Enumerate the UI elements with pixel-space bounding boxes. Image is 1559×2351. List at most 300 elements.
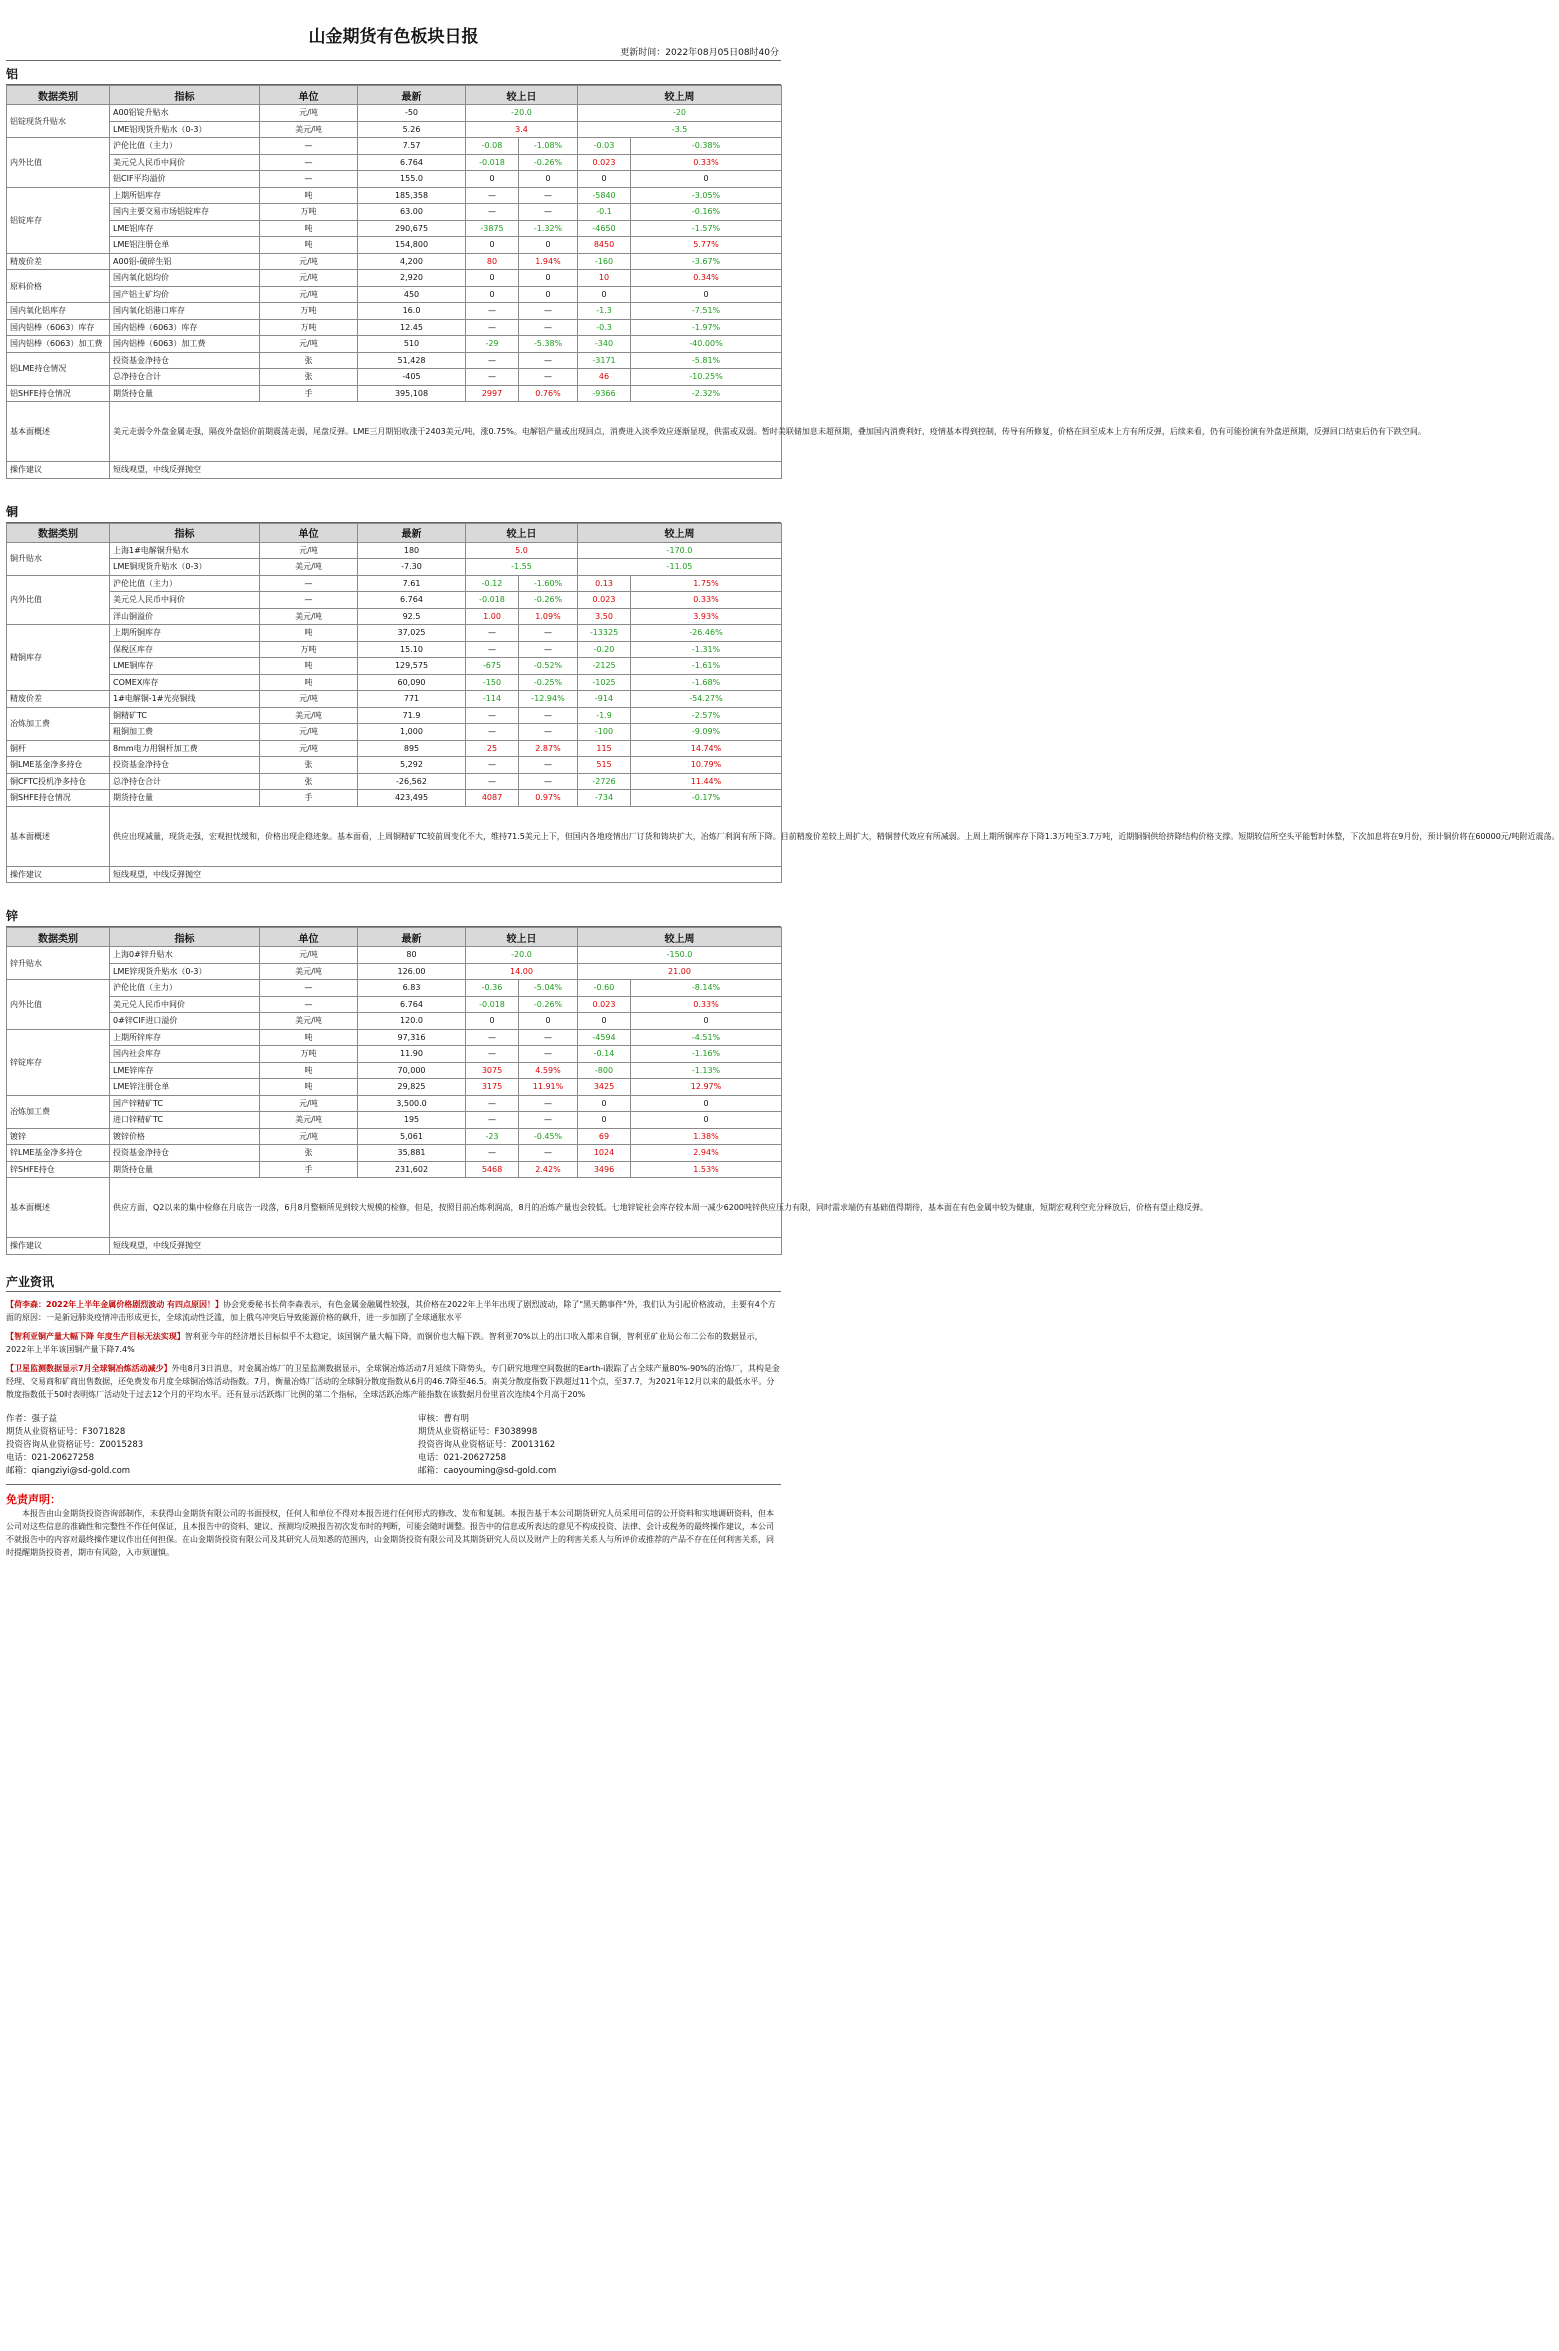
weekly-change-cell: -1025 [578,674,631,691]
weekly-change-cell: 0.023 [578,154,631,171]
indicator-cell: 国内铝棒（6063）加工费 [110,336,260,353]
latest-cell: 129,575 [358,658,466,675]
weekly-pct-cell: -26.46% [631,625,782,642]
weekly-pct-cell: -1.57% [631,220,782,237]
unit-cell: 元/吨 [260,270,358,287]
table-row [7,674,782,691]
weekly-change-cell: 46 [578,369,631,386]
table-row [7,592,782,609]
table-row [7,1013,782,1030]
latest-cell: 92.5 [358,608,466,625]
latest-cell: 6.83 [358,980,466,997]
daily-pct-cell: — [519,1029,578,1046]
indicator-cell: 国内主要交易市场铝锭库存 [110,204,260,221]
unit-cell: — [260,592,358,609]
news-item [6,1362,781,1401]
disclaimer-text: 本报告由山金期货投资咨询部制作，未获得山金期货有限公司的书面授权，任何人和单位不得对本报告进行任何形式的修改、发布和复制。本报告基于本公司期货研究人员采用可信的公开资料和实地调研资料，但本公司对这些信息的准确性和完整性不作任何保证，且本报告中的资料、建议、预测均反映报告初次发布时的判断，可能会随时调整。报告中的信息或所表达的意见不构成投资、法律、会计或税务的最终操作建议，本公司不就报告中的内容对最终操作建议作出任何担保。在山金期货投资有限公司及其研究人员知悉的范围内，山金期货投资有限公司及其期货研究人员以及财产上的利害关系人与所评价或推荐的产品不存在任何利害关系，同时提醒期货投资者，期市有风险，入市须谨慎。 [6,1508,774,1557]
table-row [7,105,782,122]
latest-cell: 3,500.0 [358,1095,466,1112]
table-row [7,707,782,724]
latest-cell: 155.0 [358,171,466,188]
basic-text: 美元走弱令外盘金属走强，隔夜外盘铝价前期震荡走弱，尾盘反弹。LME三月期铝收涨于2403美元/吨，涨0.75%。电解铝产量或出现回点，消费进入淡季效应逐渐显现，供需或双弱。暂时美联储加息未超预期，叠加国内消费利好，疫情基本得到控制，传导有所修复，价格在回至成本上方有所反弹，后续来看，仍有可能扮演有外盘逆预期，反弹回口结束后仍有下跌空间。 [110,402,782,462]
advice-label: 操作建议 [7,1238,110,1255]
latest-cell: 195 [358,1112,466,1129]
weekly-change-cell: 10 [578,270,631,287]
column-header: 最新 [358,928,466,947]
indicator-cell: 国内社会库存 [110,1046,260,1063]
indicator-cell: LME锌现货升贴水（0-3） [110,963,260,980]
daily-pct-cell: — [519,707,578,724]
unit-cell: 吨 [260,625,358,642]
weekly-pct-cell: -9.09% [631,724,782,741]
weekly-change-cell: -11.05 [578,559,782,576]
daily-pct-cell: -5.38% [519,336,578,353]
daily-change-cell: 14.00 [466,963,578,980]
unit-cell: 吨 [260,1029,358,1046]
latest-cell: 154,800 [358,237,466,254]
latest-cell: 6.764 [358,154,466,171]
weekly-pct-cell: -7.51% [631,303,782,320]
daily-change-cell: 3175 [466,1079,519,1096]
weekly-pct-cell: 0 [631,1095,782,1112]
weekly-pct-cell: -1.13% [631,1062,782,1079]
unit-cell: 美元/吨 [260,707,358,724]
daily-pct-cell: — [519,204,578,221]
advice-row [7,866,782,883]
weekly-change-cell: 3.50 [578,608,631,625]
table-row [7,559,782,576]
daily-change-cell: — [466,1095,519,1112]
indicator-cell: 国内铝棒（6063）库存 [110,319,260,336]
weekly-pct-cell: 11.44% [631,773,782,790]
latest-cell: 29,825 [358,1079,466,1096]
indicator-cell: 沪伦比值（主力） [110,980,260,997]
indicator-cell: 上海1#电解铜升贴水 [110,542,260,559]
indicator-cell: 期货持仓量 [110,1161,260,1178]
table-row [7,1029,782,1046]
latest-cell: 5,061 [358,1128,466,1145]
unit-cell: 张 [260,757,358,774]
column-header: 指标 [110,523,260,542]
indicator-cell: 国内氧化铝港口库存 [110,303,260,320]
indicator-cell: 沪伦比值（主力） [110,575,260,592]
column-header: 较上日 [466,86,578,105]
weekly-pct-cell: -1.31% [631,641,782,658]
column-header: 单位 [260,523,358,542]
daily-change-cell: 80 [466,253,519,270]
table-row [7,790,782,807]
latest-cell: 70,000 [358,1062,466,1079]
weekly-pct-cell: -3.67% [631,253,782,270]
indicator-cell: 投资基金净持仓 [110,1145,260,1162]
latest-cell: 5,292 [358,757,466,774]
sections-container [6,65,1559,1255]
daily-pct-cell: -1.60% [519,575,578,592]
unit-cell: 万吨 [260,641,358,658]
indicator-cell: 美元兑人民币中间价 [110,154,260,171]
unit-cell: 美元/吨 [260,559,358,576]
daily-change-cell: -0.018 [466,996,519,1013]
daily-pct-cell: 0 [519,237,578,254]
table-row [7,204,782,221]
daily-pct-cell: 0 [519,171,578,188]
unit-cell: 万吨 [260,303,358,320]
weekly-change-cell: -150.0 [578,947,782,964]
table-row [7,352,782,369]
weekly-change-cell: 3425 [578,1079,631,1096]
weekly-change-cell: -800 [578,1062,631,1079]
latest-cell: -26,562 [358,773,466,790]
indicator-cell: A00铝锭升贴水 [110,105,260,122]
weekly-change-cell: -2726 [578,773,631,790]
basic-text: 供应出现减量，现货走强，宏观担忧缓和，价格出现企稳迹象。基本面看，上周铜精矿TC较前周变化不大，维持71.5美元上下，但国内各地疫情出厂订货和铸块扩大，冶炼厂利润有所下降。目前精废价差较上周扩大，精铜替代效应有所减弱。上周上期所铜库存下降1.3万吨至3.7万吨，近期铜铜供给挤降结构价格支撑。短期较信所空头平能暂时休整，下次加息将在9月份，预计铜价将在60000元/吨附近震荡。 [110,806,782,866]
daily-change-cell: -114 [466,691,519,708]
daily-pct-cell: — [519,187,578,204]
latest-cell: -405 [358,369,466,386]
daily-change-cell: — [466,319,519,336]
weekly-pct-cell: -5.81% [631,352,782,369]
header-divider [6,60,781,61]
unit-cell: 万吨 [260,319,358,336]
news-text: 智利亚今年的经济增长目标似乎不太稳定，该国铜产量大幅下降，而铜价也大幅下跌。智利亚70%以上的出口收入都来自铜，智利亚矿业局公布二公布的数据显示，2022年上半年该国铜产量下降7.4% [6,1331,763,1354]
author-line: 邮箱：qiangziyi@sd-gold.com [6,1465,131,1476]
indicator-cell: 期货持仓量 [110,385,260,402]
indicator-cell: LME铝现货升贴水（0-3） [110,121,260,138]
weekly-change-cell: -160 [578,253,631,270]
indicator-cell: 镀锌价格 [110,1128,260,1145]
daily-pct-cell: — [519,1046,578,1063]
category-cell: 冶炼加工费 [7,707,110,740]
advice-text: 短线观望，中线反弹抛空 [110,462,782,479]
news-text: 外电8月3日消息，对金属冶炼厂的卫星监测数据显示，全球铜冶炼活动7月延续下降势头，专门研究地理空间数据的Earth-i跟踪了占全球产量80%-90%的冶炼厂，其构是金经理、交易商和矿商出售数据，还免费发布月度全球铜冶炼活动指数。7月，衡量冶炼厂活动的全球铜分散度指数从6月的46.7降至46.5。南美分散度指数下跌超过11个点，至37.7，为2021年12月以来的最低水平。分散度指数低于50时表明炼厂活动处于过去12个月的平均水平。还有显示活跃炼厂比例的第二个指标，全球活跃冶炼产能指数在该数据月份里首次连续4个月高于20% [6,1363,780,1399]
latest-cell: 7.57 [358,138,466,155]
basic-row [7,1178,782,1238]
weekly-change-cell: -914 [578,691,631,708]
unit-cell: 吨 [260,237,358,254]
basic-row [7,402,782,462]
report-title: 山金期货有色板块日报 [308,27,479,47]
category-cell: 铜SHFE持仓情况 [7,790,110,807]
weekly-pct-cell: -0.17% [631,790,782,807]
daily-change-cell: — [466,757,519,774]
weekly-pct-cell: 12.97% [631,1079,782,1096]
daily-change-cell: -29 [466,336,519,353]
unit-cell: 元/吨 [260,740,358,757]
daily-pct-cell: -0.26% [519,154,578,171]
table-row [7,625,782,642]
table-row [7,121,782,138]
unit-cell: 美元/吨 [260,963,358,980]
weekly-pct-cell: -40.00% [631,336,782,353]
weekly-pct-cell: -4.51% [631,1029,782,1046]
daily-pct-cell: -0.26% [519,592,578,609]
unit-cell: 吨 [260,1079,358,1096]
weekly-pct-cell: 0.33% [631,154,782,171]
weekly-change-cell: -0.14 [578,1046,631,1063]
news-list [6,1298,781,1401]
weekly-pct-cell: 3.93% [631,608,782,625]
daily-change-cell: — [466,724,519,741]
advice-row [7,1238,782,1255]
weekly-pct-cell: 14.74% [631,740,782,757]
table-row [7,691,782,708]
news-divider [6,1291,781,1292]
daily-change-cell: — [466,1112,519,1129]
daily-change-cell: — [466,204,519,221]
category-cell: 铜杆 [7,740,110,757]
weekly-pct-cell: 1.53% [631,1161,782,1178]
daily-change-cell: — [466,369,519,386]
unit-cell: 元/吨 [260,542,358,559]
unit-cell: 美元/吨 [260,608,358,625]
daily-change-cell: 2997 [466,385,519,402]
category-cell: 国内氧化铝库存 [7,303,110,320]
weekly-pct-cell: 0 [631,286,782,303]
daily-pct-cell: 4.59% [519,1062,578,1079]
weekly-change-cell: -340 [578,336,631,353]
daily-change-cell: -3875 [466,220,519,237]
basic-text: 供应方面，Q2以来的集中检修在月底告一段落，6月8月整顿所见到较大规模的检修，但是，按照目前冶炼利润高，8月的冶炼产量也会较低。七地锌锭社会库存较本周一减少6200吨锌供应压力有限，同时需求端仍有基础值得期待，基本面在有色金属中较为健康，短期宏观利空充分释放后，价格有望止稳反弹。 [110,1178,782,1238]
latest-cell: 450 [358,286,466,303]
daily-change-cell: -0.08 [466,138,519,155]
unit-cell: 手 [260,385,358,402]
reviewer-line: 邮箱：caoyouming@sd-gold.com [418,1465,557,1476]
weekly-change-cell: 0 [578,171,631,188]
unit-cell: 吨 [260,220,358,237]
daily-pct-cell: 2.87% [519,740,578,757]
table-row [7,1128,782,1145]
category-cell: 内外比值 [7,138,110,188]
weekly-pct-cell: 0 [631,1112,782,1129]
daily-change-cell: 0 [466,171,519,188]
daily-pct-cell: -5.04% [519,980,578,997]
weekly-change-cell: 69 [578,1128,631,1145]
author-line: 电话：021-20627258 [6,1452,95,1463]
unit-cell: 张 [260,369,358,386]
daily-change-cell: 4087 [466,790,519,807]
category-cell: 精废价差 [7,691,110,708]
weekly-change-cell: -13325 [578,625,631,642]
daily-change-cell: 3.4 [466,121,578,138]
table-row [7,641,782,658]
daily-change-cell: 1.00 [466,608,519,625]
latest-cell: 35,881 [358,1145,466,1162]
weekly-change-cell: 1024 [578,1145,631,1162]
column-header: 单位 [260,86,358,105]
daily-change-cell: — [466,352,519,369]
disclaimer-title: 免责声明： [6,1492,61,1506]
daily-change-cell: — [466,773,519,790]
indicator-cell: 铜精矿TC [110,707,260,724]
unit-cell: 元/吨 [260,286,358,303]
latest-cell: 180 [358,542,466,559]
indicator-cell: LME铜现货升贴水（0-3） [110,559,260,576]
news-title: 产业资讯 [6,1274,55,1289]
weekly-pct-cell: 0.34% [631,270,782,287]
latest-cell: 185,358 [358,187,466,204]
latest-cell: 771 [358,691,466,708]
daily-change-cell: — [466,707,519,724]
unit-cell: — [260,575,358,592]
table-row [7,286,782,303]
daily-change-cell: -0.36 [466,980,519,997]
unit-cell: — [260,138,358,155]
author-line: 作者：强子益 [6,1413,58,1424]
table-row [7,1046,782,1063]
indicator-cell: COMEX库存 [110,674,260,691]
daily-change-cell: -0.018 [466,154,519,171]
weekly-pct-cell: -54.27% [631,691,782,708]
weekly-pct-cell: 0.33% [631,996,782,1013]
column-header: 数据类别 [7,86,110,105]
column-header: 较上日 [466,928,578,947]
latest-cell: 97,316 [358,1029,466,1046]
daily-pct-cell: — [519,1112,578,1129]
table-row [7,757,782,774]
weekly-pct-cell: -1.68% [631,674,782,691]
indicator-cell: 期货持仓量 [110,790,260,807]
column-header: 较上周 [578,523,782,542]
latest-cell: 71.9 [358,707,466,724]
column-header: 较上周 [578,86,782,105]
daily-change-cell: -20.0 [466,947,578,964]
latest-cell: 60,090 [358,674,466,691]
indicator-cell: A00铝-破碎生铝 [110,253,260,270]
indicator-cell: 上期所铝库存 [110,187,260,204]
daily-pct-cell: — [519,303,578,320]
unit-cell: 元/吨 [260,105,358,122]
latest-cell: 231,602 [358,1161,466,1178]
category-cell: 铝LME持仓情况 [7,352,110,385]
table-row [7,724,782,741]
data-table [6,927,1209,1255]
table-row [7,1145,782,1162]
table-row [7,138,782,155]
indicator-cell: 8mm电力用铜杆加工费 [110,740,260,757]
latest-cell: 15.10 [358,641,466,658]
category-cell: 铜CFTC投机净多持仓 [7,773,110,790]
unit-cell: 元/吨 [260,336,358,353]
weekly-pct-cell: 0.33% [631,592,782,609]
daily-pct-cell: 0 [519,1013,578,1030]
indicator-cell: 国产锌精矿TC [110,1095,260,1112]
daily-change-cell: 5468 [466,1161,519,1178]
section-gap [6,479,781,499]
unit-cell: 张 [260,352,358,369]
column-header: 较上日 [466,523,578,542]
section-title: 铜 [6,504,19,519]
weekly-change-cell: -0.20 [578,641,631,658]
daily-pct-cell: 0.97% [519,790,578,807]
unit-cell: 吨 [260,658,358,675]
daily-change-cell: 5.0 [466,542,578,559]
advice-row [7,462,782,479]
weekly-change-cell: -0.60 [578,980,631,997]
latest-cell: 895 [358,740,466,757]
reviewer-column [418,1413,718,1478]
daily-change-cell: 0 [466,270,519,287]
weekly-pct-cell: -0.38% [631,138,782,155]
daily-pct-cell: 1.94% [519,253,578,270]
table-row [7,575,782,592]
table-row [7,542,782,559]
category-cell: 国内铝棒（6063）库存 [7,319,110,336]
author-line: 投资咨询从业资格证号：Z0015283 [6,1439,144,1450]
weekly-change-cell: -0.1 [578,204,631,221]
daily-change-cell: 0 [466,237,519,254]
category-cell: 铝锭现货升贴水 [7,105,110,138]
weekly-pct-cell: 1.38% [631,1128,782,1145]
indicator-cell: 美元兑人民币中间价 [110,996,260,1013]
column-header: 最新 [358,523,466,542]
indicator-cell: 上海0#锌升贴水 [110,947,260,964]
indicator-cell: 总净持仓合计 [110,369,260,386]
latest-cell: 1,000 [358,724,466,741]
weekly-change-cell: -9366 [578,385,631,402]
table-row [7,187,782,204]
latest-cell: 11.90 [358,1046,466,1063]
daily-pct-cell: -0.45% [519,1128,578,1145]
reviewer-line: 期货从业资格证号：F3038998 [418,1426,538,1437]
daily-pct-cell: 0 [519,286,578,303]
advice-label: 操作建议 [7,866,110,883]
latest-cell: 120.0 [358,1013,466,1030]
category-cell: 内外比值 [7,575,110,625]
daily-change-cell: -0.018 [466,592,519,609]
daily-pct-cell: — [519,641,578,658]
latest-cell: 12.45 [358,319,466,336]
table-row [7,319,782,336]
indicator-cell: 进口锌精矿TC [110,1112,260,1129]
indicator-cell: LME锌库存 [110,1062,260,1079]
advice-text: 短线观望，中线反弹抛空 [110,866,782,883]
daily-change-cell: — [466,641,519,658]
category-cell: 冶炼加工费 [7,1095,110,1128]
weekly-pct-cell: 0 [631,1013,782,1030]
table-row [7,608,782,625]
weekly-pct-cell: -1.61% [631,658,782,675]
daily-change-cell: -1.55 [466,559,578,576]
table-row [7,270,782,287]
indicator-cell: LME铝库存 [110,220,260,237]
daily-pct-cell: — [519,369,578,386]
category-cell: 锌LME基金净多持仓 [7,1145,110,1162]
unit-cell: 元/吨 [260,1095,358,1112]
latest-cell: -7.30 [358,559,466,576]
weekly-pct-cell: -8.14% [631,980,782,997]
latest-cell: 6.764 [358,996,466,1013]
indicator-cell: LME铝注册仓单 [110,237,260,254]
column-header: 较上周 [578,928,782,947]
author-line: 期货从业资格证号：F3071828 [6,1426,126,1437]
weekly-change-cell: 0 [578,1112,631,1129]
table-row [7,947,782,964]
news-tag: 【卫星监测数据显示7月全球铜冶炼活动减少】 [6,1363,172,1373]
latest-cell: 5.26 [358,121,466,138]
daily-change-cell: -23 [466,1128,519,1145]
reviewer-line: 审核：曹有明 [418,1413,470,1424]
weekly-change-cell: -100 [578,724,631,741]
category-cell: 精铜库存 [7,625,110,691]
latest-cell: -50 [358,105,466,122]
weekly-pct-cell: -0.16% [631,204,782,221]
daily-pct-cell: -0.52% [519,658,578,675]
weekly-pct-cell: 0 [631,171,782,188]
unit-cell: 元/吨 [260,253,358,270]
category-cell: 镀锌 [7,1128,110,1145]
daily-change-cell: — [466,625,519,642]
weekly-change-cell: 0 [578,286,631,303]
